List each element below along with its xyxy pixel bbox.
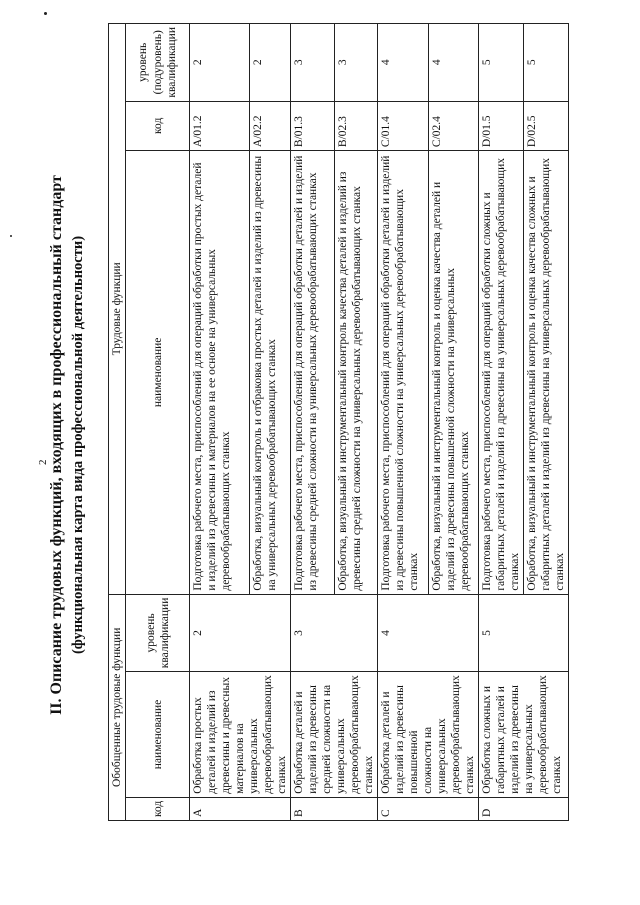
function-level: 2 (249, 24, 290, 102)
table-row (190, 24, 250, 821)
function-name: Подготовка рабочего места, приспособлений для операций обработки деталей и изделий из древесины средней сложности на универсальных деревообрабатывающих станках (291, 151, 335, 595)
function-level: 3 (334, 24, 378, 102)
group-name: Обработка деталей и изделий из древесины повышенной сложности на универсальных деревообрабатывающих станках (378, 672, 479, 798)
function-level: 2 (190, 24, 250, 102)
header-level: уровень квалификации (126, 594, 190, 672)
function-code: B/02.3 (334, 101, 378, 151)
group-name: Обработка сложных и габаритных деталей и изделий из древесины на универсальных деревообрабатывающих станках (479, 672, 569, 798)
table-row (291, 24, 335, 821)
function-name: Подготовка рабочего места, приспособлений для операций обработки деталей и изделий из древесины повышенной сложности на универсальных деревообрабатывающих станках (378, 151, 429, 595)
table-row (378, 24, 429, 821)
function-level: 4 (378, 24, 429, 102)
table-row (479, 24, 524, 821)
function-name: Обработка, визуальный и инструментальный контроль и оценка качества деталей и изделий из древесины повышенной сложности на универсальных деревообрабатывающих станках (428, 151, 479, 595)
group-level: 2 (190, 594, 291, 672)
function-level: 3 (291, 24, 335, 102)
function-level: 4 (428, 24, 479, 102)
group-code: C (378, 797, 479, 820)
header-name: наименование (126, 672, 190, 798)
header-tf-name: наименование (126, 151, 190, 595)
function-code: C/02.4 (428, 101, 479, 151)
page-number: 2 (37, 459, 49, 465)
group-name: Обработка простых деталей и изделий из древесины и древесных материалов на универсальных деревообрабатывающих станках (190, 672, 291, 798)
group-code: A (190, 797, 291, 820)
function-name: Обработка, визуальный и инструментальный контроль и оценка качества сложных и габаритных деталей и изделий из древесины на универсальных деревообрабатывающих станках (524, 151, 569, 595)
group-name: Обработка деталей и изделий из древесины средней сложности на универсальных деревообрабатывающих станках (291, 672, 378, 798)
group-code: D (479, 797, 569, 820)
group-level: 5 (479, 594, 569, 672)
function-code: A/02.2 (249, 101, 290, 151)
function-code: D/01.5 (479, 101, 524, 151)
function-name: Подготовка рабочего места, приспособлений для операций обработки простых деталей и изделий из древесины и материалов на ее основе на универсальных деревообрабатывающих станках (190, 151, 250, 595)
section-title: II. Описание трудовых функций, входящих в профессиональный стандарт (48, 175, 65, 715)
group-level: 4 (378, 594, 479, 672)
function-level: 5 (524, 24, 569, 102)
functional-map-table (108, 23, 569, 821)
function-code: A/01.2 (190, 101, 250, 151)
function-level: 5 (479, 24, 524, 102)
header-tf-code: код (126, 101, 190, 151)
function-code: B/01.3 (291, 101, 335, 151)
header-generalized: Обобщенные трудовые функции (109, 594, 126, 820)
header-tf-level: уровень (подуровень) квалификации (126, 24, 190, 102)
section-subtitle: (функциональная карта вида профессиональной деятельности) (70, 235, 86, 655)
header-code: код (126, 797, 190, 820)
function-code: D/02.5 (524, 101, 569, 151)
function-name: Подготовка рабочего места, приспособлений для операций обработки сложных и габаритных деталей и изделий из древесины на универсальных деревообрабатывающих станках (479, 151, 524, 595)
header-labor-functions: Трудовые функции (109, 24, 126, 595)
function-name: Обработка, визуальный и инструментальный контроль качества деталей и изделий из древесины средней сложности на универсальных деревообрабатывающих станках (334, 151, 378, 595)
function-code: C/01.4 (378, 101, 429, 151)
function-name: Обработка, визуальный контроль и отбраковка простых деталей и изделий из древесины на универсальных деревообрабатывающих станках (249, 151, 290, 595)
table-body (190, 24, 569, 821)
group-level: 3 (291, 594, 378, 672)
group-code: B (291, 797, 378, 820)
